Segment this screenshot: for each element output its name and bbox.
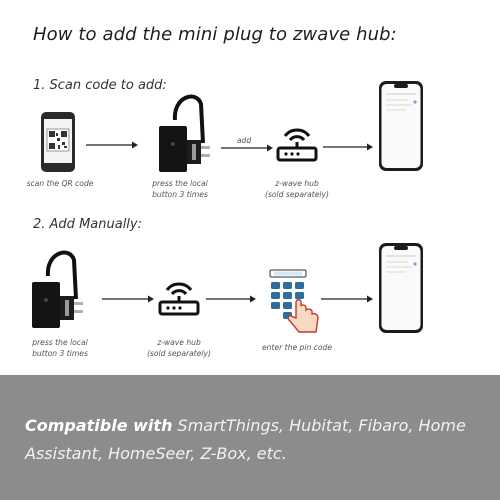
smart-plug-icon xyxy=(157,88,213,178)
caption-line: button 3 times xyxy=(32,349,88,358)
arrow-right-icon xyxy=(321,294,373,304)
caption-line: z-wave hub xyxy=(275,179,319,188)
caption-enter-pin: enter the pin code xyxy=(261,343,333,352)
caption-line: press the local xyxy=(152,179,208,188)
arrow-right-icon xyxy=(102,294,154,304)
arrow-label-add: add xyxy=(236,136,252,145)
compatibility-text xyxy=(25,412,495,468)
caption-line: button 3 times xyxy=(152,190,208,199)
arrow-right-icon xyxy=(323,142,373,152)
zwave-hub-icon xyxy=(158,276,200,322)
step2-heading: 2. Add Manually: xyxy=(33,217,142,232)
step1-heading: 1. Scan code to add: xyxy=(33,78,167,93)
caption-line: (sold separately) xyxy=(146,349,211,358)
caption-zwave-hub-2 xyxy=(139,337,219,359)
qr-phone-icon xyxy=(40,111,76,177)
caption-press-button-2 xyxy=(20,337,100,359)
caption-line: (sold separately) xyxy=(264,190,329,199)
caption-zwave-hub-1 xyxy=(257,178,337,200)
smart-plug-icon xyxy=(30,244,86,334)
caption-press-button-1 xyxy=(140,178,220,200)
caption-line: z-wave hub xyxy=(157,338,201,347)
arrow-right-icon xyxy=(86,140,138,150)
keypad-hand-icon xyxy=(266,268,322,344)
arrow-right-icon xyxy=(206,294,256,304)
smartphone-app-icon xyxy=(378,80,424,176)
compatible-platforms: SmartThings, Hubitat, Fibaro, Home Assistant, HomeSeer, Z-Box, etc. xyxy=(25,416,466,463)
smartphone-app-icon xyxy=(378,242,424,338)
page-title: How to add the mini plug to zwave hub: xyxy=(33,24,397,45)
arrow-right-icon xyxy=(221,143,273,153)
compatible-label: Compatible with xyxy=(25,416,173,435)
caption-line: press the local xyxy=(32,338,88,347)
caption-scan-qr: scan the QR code xyxy=(26,179,94,188)
zwave-hub-icon xyxy=(276,122,318,168)
